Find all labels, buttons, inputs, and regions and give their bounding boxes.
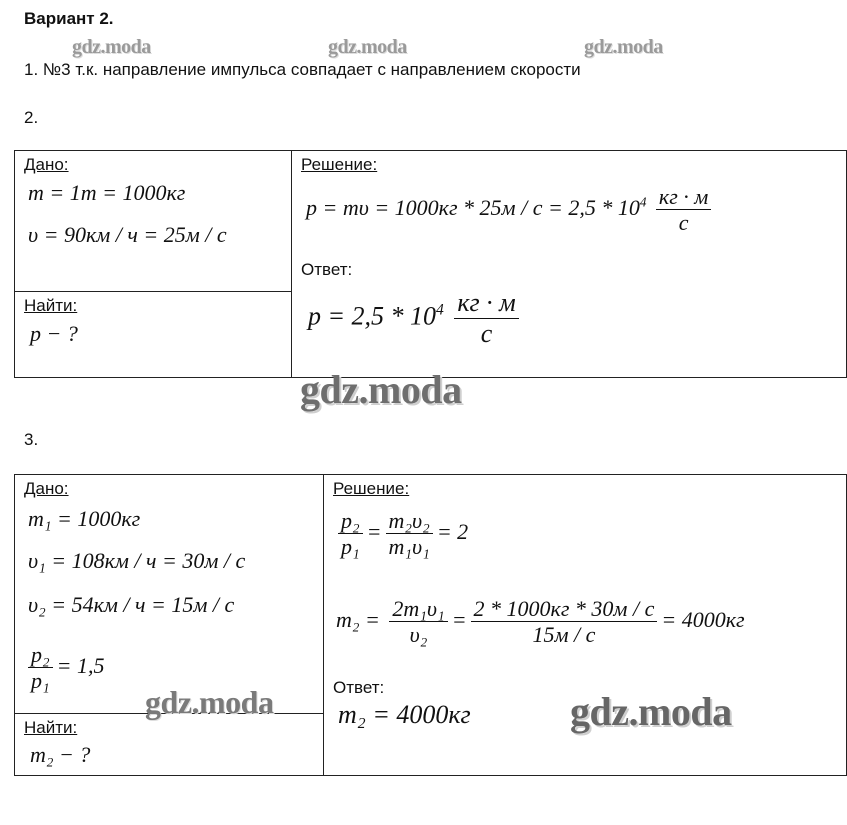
task3-sol1-den-b: m₁υ₁	[388, 534, 430, 560]
task3-given-label: Дано:	[24, 479, 69, 498]
task3-sol2-frac-a	[389, 596, 447, 648]
task2-answer-label: Ответ:	[301, 260, 353, 279]
heading: Вариант 2.	[24, 9, 114, 28]
watermark: gdz.moda	[72, 36, 151, 58]
task3-ratio-den: p₁	[31, 668, 50, 694]
task2-answer-unit-num: кг · м	[454, 288, 518, 319]
task3-sol1-frac-b	[386, 508, 433, 560]
task3-sol2-result: = 4000кг	[661, 606, 745, 632]
task2-solution-unit-num: кг · м	[656, 184, 711, 210]
task3-ratio-num: p₂	[28, 642, 53, 668]
task3-divider	[323, 474, 324, 776]
task2-solution-lhs: p = mυ = 1000кг * 25м / с = 2,5 * 10	[306, 194, 640, 220]
task3-given-v2: υ₂ = 54км / ч = 15м / с	[28, 592, 235, 617]
task2-given-find-divider	[14, 291, 292, 292]
task3-sol1-frac-a	[338, 508, 363, 560]
task3-sol2-num-a: 2m₁υ₁	[389, 596, 447, 622]
task3-given-m1: m₁ = 1000кг	[28, 506, 141, 531]
task3-sol2-num-b: 2 * 1000кг * 30м / с	[471, 596, 658, 622]
task3-answer-label: Ответ:	[333, 678, 385, 697]
task3-sol1-num-b: m₂υ₂	[386, 508, 433, 534]
task3-find-label: Найти:	[24, 718, 78, 737]
task3-sol2-frac-b	[471, 596, 658, 648]
task3-sol2-den-b: 15м / с	[532, 622, 596, 648]
watermark: gdz.moda	[300, 367, 462, 412]
task2-given-mass: m = 1т = 1000кг	[28, 180, 186, 205]
question-3-number: 3.	[24, 430, 39, 449]
task2-solution-unit-den: с	[678, 210, 689, 236]
task3-given-v1: υ₁ = 108км / ч = 30м / с	[28, 548, 246, 573]
watermark: gdz.moda	[145, 684, 274, 720]
task2-answer-exponent: 4	[436, 301, 444, 319]
task2-given-label: Дано:	[24, 155, 69, 174]
task3-ratio-value: = 1,5	[56, 652, 105, 678]
task2-solution-unit	[656, 184, 711, 236]
task3-sol1-den-a: p₁	[341, 534, 360, 560]
task2-find-label: Найти:	[24, 296, 78, 315]
task3-solution-ratio: $\frac{\text{p₂}}{\text{p₁}}$ = $\frac{\text{m₂υ₂}}{\text{m₁υ₁}}$ = 2	[334, 508, 468, 560]
task3-find-value: m₂ − ?	[30, 742, 91, 767]
task3-sol2-den-a: υ₂	[409, 622, 428, 648]
task3-sol1-result: = 2	[436, 518, 469, 544]
question-1-text: 1. №3 т.к. направление импульса совпадает с направлением скорости	[24, 60, 581, 79]
task2-solution-exponent: 4	[639, 194, 647, 210]
watermark: gdz.moda	[584, 36, 663, 58]
task3-solution-label: Решение:	[333, 479, 410, 498]
task3-answer-value: m₂ = 4000кг	[338, 700, 471, 729]
task2-answer-unit	[454, 288, 518, 349]
watermark: gdz.moda	[328, 36, 407, 58]
question-2-number: 2.	[24, 108, 39, 127]
task3-sol1-num-a: p₂	[338, 508, 363, 534]
watermark: gdz.moda	[570, 689, 732, 734]
task2-divider	[291, 150, 292, 378]
task3-given-ratio	[24, 642, 105, 694]
task2-solution-formula	[306, 184, 715, 236]
task2-answer-unit-den: с	[480, 318, 493, 348]
task3-sol2-lhs: m₂ =	[336, 606, 380, 632]
task3-ratio-fraction	[28, 642, 53, 694]
task2-given-speed: υ = 90км / ч = 25м / с	[28, 222, 227, 247]
task2-answer-lhs: p = 2,5 * 10	[308, 301, 437, 331]
task2-find-value: p − ?	[30, 321, 78, 346]
task3-solution-mass: m₂ = $\frac{\text{2m₁υ₁}}{\text{υ₂}}$ = $\frac{2 * 1000кг * 30м / с}{15м / с}$ = 4000кг	[336, 596, 745, 648]
task2-solution-label: Решение:	[301, 155, 378, 174]
task2-answer-formula	[308, 288, 523, 349]
